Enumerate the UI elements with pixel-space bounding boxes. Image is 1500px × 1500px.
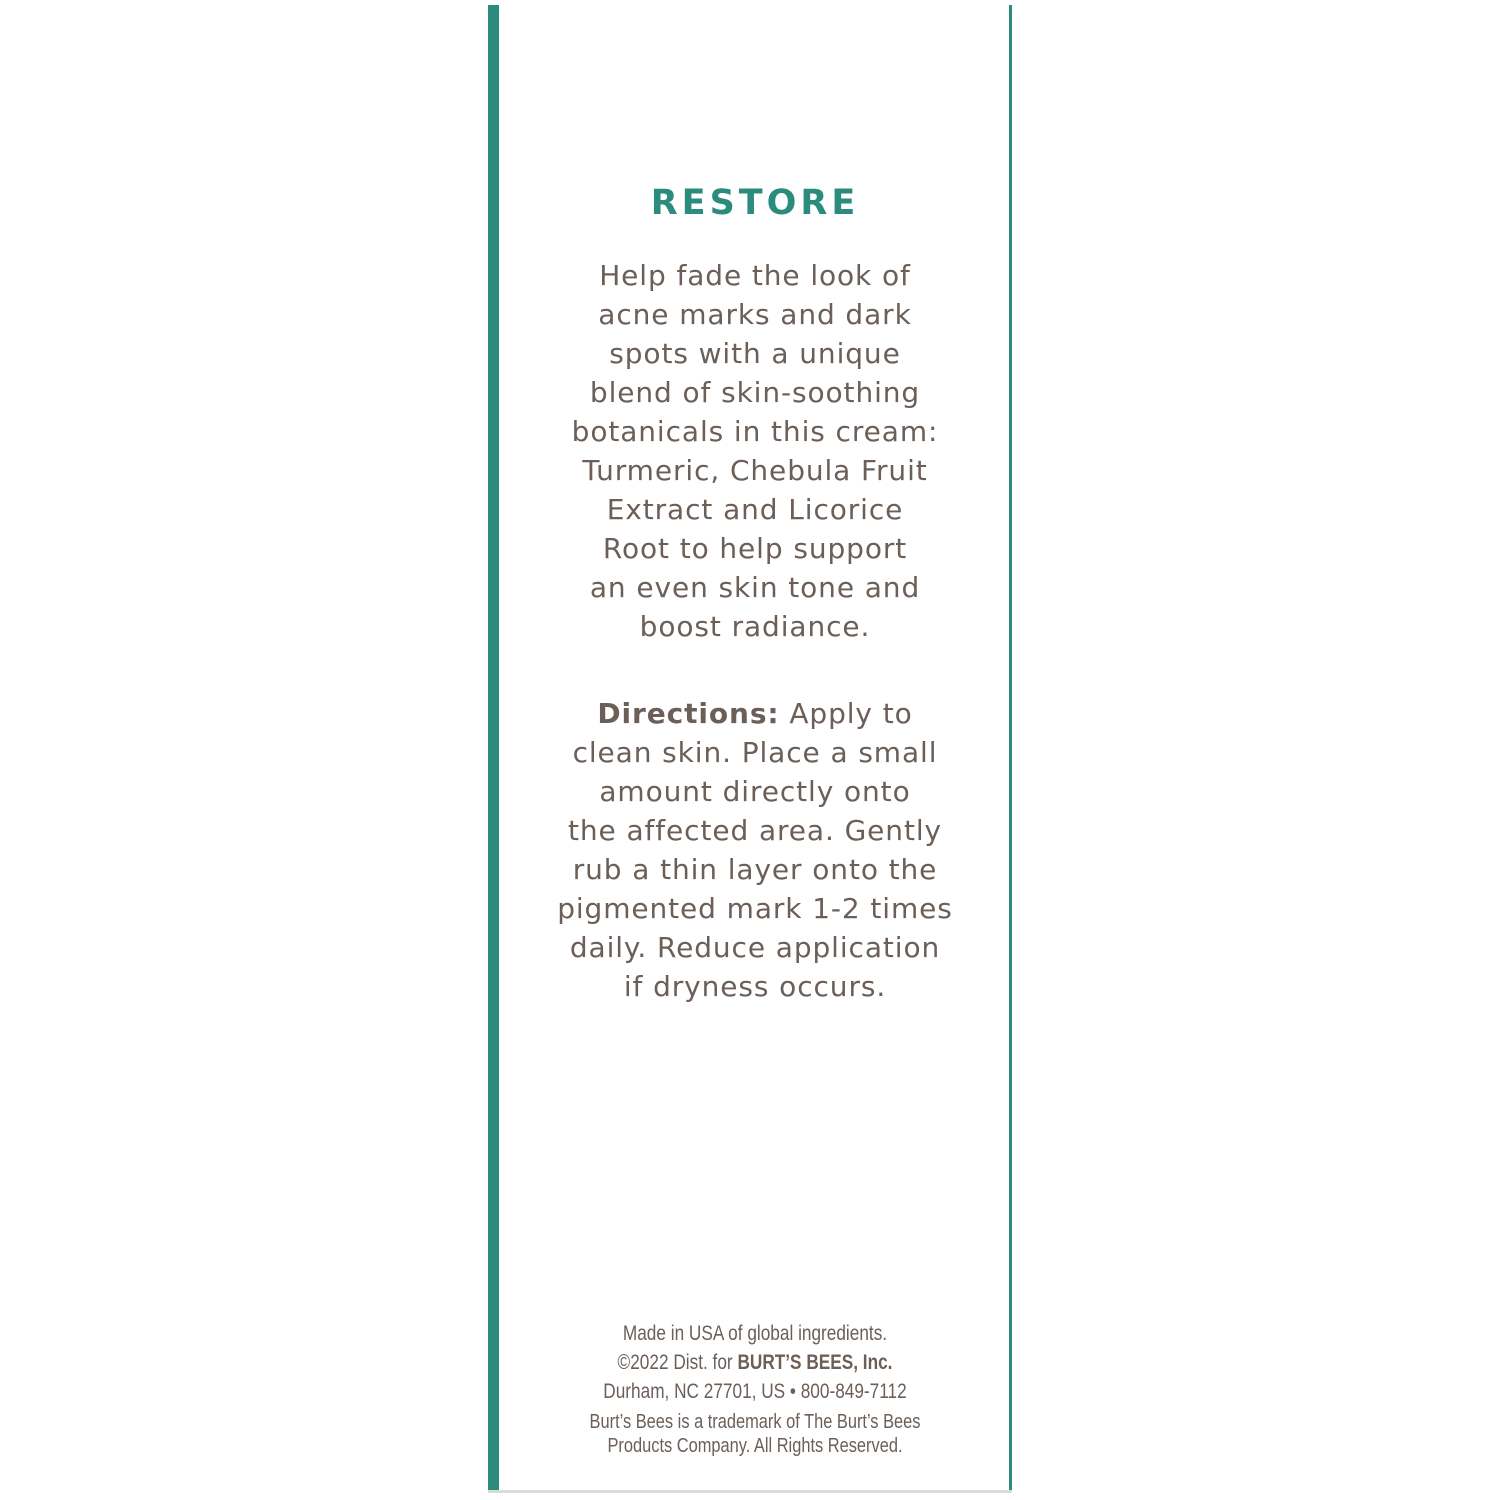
- description-line: an even skin tone and: [589, 571, 921, 604]
- box-panel: [488, 5, 1012, 1493]
- directions-line: pigmented mark 1-2 times: [557, 892, 953, 925]
- product-description: [528, 256, 982, 646]
- description-line: Help fade the look of: [599, 259, 911, 292]
- description-line: acne marks and dark: [598, 298, 912, 331]
- copyright-line: [536, 1348, 974, 1377]
- footer-legal-text: [488, 1319, 1022, 1458]
- directions-first-line: [528, 694, 982, 733]
- directions-first-line-text: Apply to: [789, 697, 913, 730]
- directions-line: the affected area. Gently: [568, 814, 942, 847]
- description-line: boost radiance.: [639, 610, 871, 643]
- description-line: Turmeric, Chebula Fruit: [582, 454, 928, 487]
- panel-right-accent-stripe: [1009, 5, 1012, 1493]
- directions-line: if dryness occurs.: [623, 970, 887, 1003]
- description-line: Extract and Licorice: [606, 493, 904, 526]
- description-line: Root to help support: [602, 532, 908, 565]
- company-name: BURT’S BEES, Inc.: [737, 1351, 893, 1374]
- description-line: blend of skin-soothing: [589, 376, 921, 409]
- directions-block: [528, 694, 982, 1006]
- directions-line: daily. Reduce application: [569, 931, 941, 964]
- address-line: Durham, NC 27701, US • 800-849-7112: [603, 1380, 907, 1403]
- description-line: spots with a unique: [609, 337, 901, 370]
- panel-title: RESTORE: [650, 183, 860, 223]
- directions-line: rub a thin layer onto the: [572, 853, 938, 886]
- description-line: botanicals in this cream:: [571, 415, 939, 448]
- directions-line: amount directly onto: [599, 775, 911, 808]
- trademark-line: Burt’s Bees is a trademark of The Burt’s Bees: [589, 1411, 921, 1433]
- directions-label: Directions:: [597, 697, 780, 730]
- trademark-line: Products Company. All Rights Reserved.: [607, 1435, 903, 1457]
- panel-left-accent-stripe: [488, 5, 499, 1493]
- directions-line: clean skin. Place a small: [572, 736, 938, 769]
- made-in-line: Made in USA of global ingredients.: [622, 1322, 888, 1345]
- panel-bottom-edge: [488, 1490, 1012, 1493]
- copyright-prefix: ©2022 Dist. for: [617, 1351, 733, 1374]
